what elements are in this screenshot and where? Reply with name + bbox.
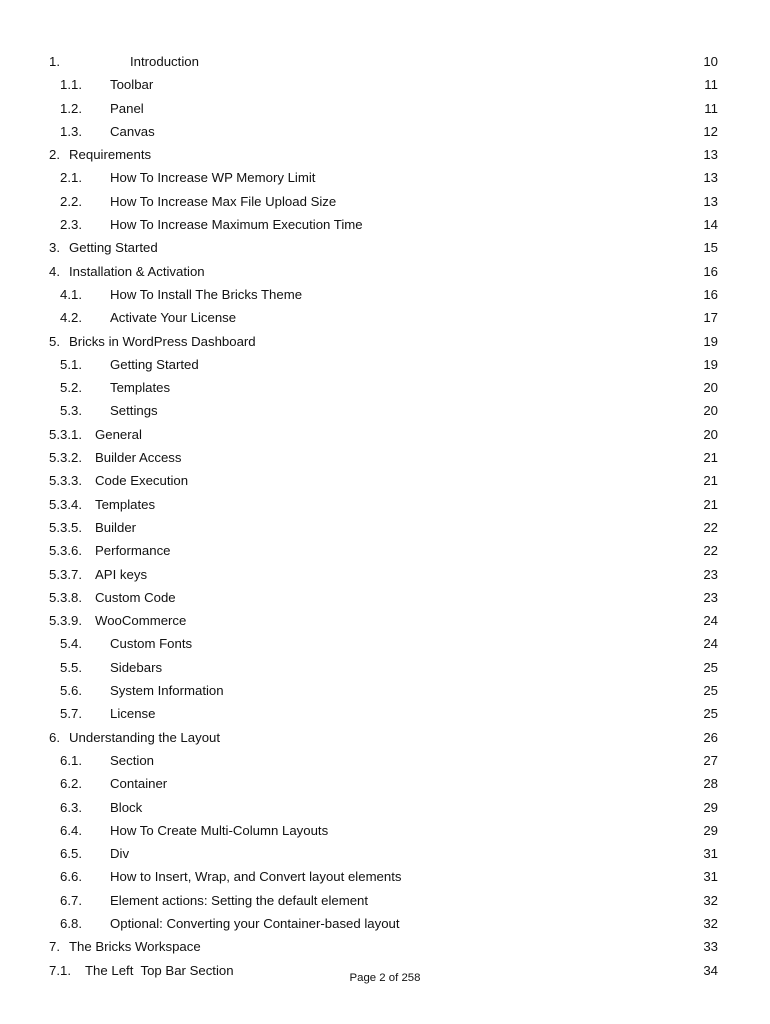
toc-entry-page-number: 14: [703, 217, 718, 233]
toc-entry-title: Section: [110, 752, 154, 768]
toc-entry-title: Block: [110, 799, 143, 815]
page-footer: Page 2 of 258: [349, 972, 421, 984]
toc-entry[interactable]: [49, 260, 718, 283]
toc-entry-title: Introduction: [130, 54, 199, 69]
toc-entry[interactable]: [49, 935, 718, 958]
toc-entry-number: 3.: [49, 240, 60, 256]
toc-entry-number: 4.1.: [60, 286, 82, 302]
toc-entry-number: 5.3.9.: [49, 613, 82, 629]
toc-entry-page-number: 21: [703, 473, 718, 489]
toc-entry[interactable]: [49, 213, 718, 236]
toc-entry[interactable]: [49, 679, 718, 702]
toc-entry-page-number: 31: [703, 869, 718, 885]
toc-entry-title: How To Increase Max File Upload Size: [110, 193, 337, 209]
toc-entry-number: 2.3.: [60, 217, 82, 233]
toc-entry-title: Getting Started: [69, 240, 158, 256]
toc-entry-number: 5.3.3.: [49, 473, 82, 489]
toc-entry-number: 1.: [49, 54, 60, 69]
toc-entry-page-number: 13: [703, 147, 718, 163]
toc-entry-page-number: 13: [703, 193, 718, 209]
toc-entry-page-number: 22: [703, 519, 718, 535]
toc-entry-number: 4.: [49, 263, 60, 279]
toc-entry-page-number: 25: [703, 706, 718, 722]
toc-entry-number: 5.3.4.: [49, 496, 82, 512]
toc-entry-title: The Left Top Bar Section: [85, 962, 234, 978]
toc-entry-number: 6.7.: [60, 892, 82, 908]
toc-entry-number: 6.: [49, 729, 60, 745]
toc-entry-title: Requirements: [69, 147, 152, 163]
toc-entry-title: Templates: [110, 380, 171, 396]
toc-entry-page-number: 20: [703, 403, 718, 419]
toc-entry-title: Custom Code: [95, 589, 176, 605]
toc-entry[interactable]: [49, 306, 718, 329]
toc-entry-title: The Bricks Workspace: [69, 939, 201, 955]
toc-entry[interactable]: [49, 842, 718, 865]
toc-entry-number: 6.5.: [60, 846, 82, 862]
toc-entry-title: How To Increase WP Memory Limit: [110, 170, 316, 186]
toc-entry-number: 1.2.: [60, 100, 82, 116]
toc-entry[interactable]: [49, 376, 718, 399]
toc-entry[interactable]: [49, 97, 718, 120]
toc-entry[interactable]: [49, 586, 718, 609]
toc-entry-title: License: [110, 706, 156, 722]
toc-entry-number: 6.6.: [60, 869, 82, 885]
toc-entry-page-number: 21: [703, 450, 718, 466]
toc-entry-title: Panel: [110, 100, 144, 116]
toc-entry-number: 6.2.: [60, 776, 82, 792]
toc-entry-title: Installation & Activation: [69, 263, 205, 279]
toc-entry-page-number: 15: [703, 240, 718, 256]
toc-entry[interactable]: [49, 609, 718, 632]
toc-entry[interactable]: [49, 399, 718, 422]
toc-entry-page-number: 29: [703, 799, 718, 815]
toc-entry-number: 7.1.: [49, 962, 71, 978]
toc-entry[interactable]: [49, 190, 718, 213]
toc-entry-number: 5.3.6.: [49, 543, 82, 559]
toc-entry-number: 2.2.: [60, 193, 82, 209]
toc-entry-number: 5.: [49, 333, 60, 349]
toc-entry-number: 5.3.7.: [49, 566, 82, 582]
toc-entry[interactable]: [49, 353, 718, 376]
toc-entry[interactable]: [49, 73, 718, 96]
toc-entry-number: 6.1.: [60, 752, 82, 768]
toc-entry-title: System Information: [110, 683, 224, 699]
toc-entry-title: Builder: [95, 519, 137, 535]
toc-entry-page-number: 33: [703, 939, 718, 955]
toc-entry-page-number: 32: [703, 892, 718, 908]
toc-entry-page-number: 34: [703, 962, 718, 978]
toc-entry-number: 5.5.: [60, 659, 82, 675]
toc-entry-page-number: 23: [703, 589, 718, 605]
toc-entry-title: API keys: [95, 566, 148, 582]
toc-entry-number: 2.1.: [60, 170, 82, 186]
toc-entry-page-number: 20: [703, 426, 718, 442]
toc-entry-number: 5.3.5.: [49, 519, 82, 535]
toc-entry-title: General: [95, 426, 142, 442]
toc-entry-title: How To Install The Bricks Theme: [110, 286, 303, 302]
toc-entry-page-number: 12: [703, 123, 718, 139]
toc-entry-page-number: 24: [703, 636, 718, 652]
toc-entry-page-number: 27: [703, 752, 718, 768]
toc-entry[interactable]: [49, 796, 718, 819]
toc-entry[interactable]: [49, 632, 718, 655]
toc-entry[interactable]: [49, 865, 718, 888]
toc-entry-number: 1.3.: [60, 123, 82, 139]
toc-entry-title: Optional: Converting your Container-based layout: [110, 915, 400, 931]
toc-entry-page-number: 20: [703, 380, 718, 396]
toc-entry-number: 5.3.2.: [49, 450, 82, 466]
toc-entry-title: Settings: [110, 403, 158, 419]
toc-entry[interactable]: [49, 889, 718, 912]
toc-entry-number: 5.1.: [60, 356, 82, 372]
toc-entry-number: 2.: [49, 147, 60, 163]
toc-entry[interactable]: [49, 772, 718, 795]
toc-entry-title: Div: [110, 846, 130, 862]
toc-entry-page-number: 22: [703, 543, 718, 559]
toc-entry[interactable]: [49, 330, 718, 353]
toc-entry[interactable]: [49, 423, 718, 446]
toc-entry-page-number: 17: [703, 310, 718, 326]
toc-entry-title: Getting Started: [110, 356, 199, 372]
toc-entry-number: 5.3.1.: [49, 426, 82, 442]
toc-entry-number: 5.4.: [60, 636, 82, 652]
toc-entry-page-number: 11: [704, 100, 718, 116]
toc-entry-page-number: 10: [703, 54, 718, 69]
toc-entry-title: Performance: [95, 543, 171, 559]
toc-entry-number: 6.4.: [60, 822, 82, 838]
toc-entry[interactable]: [49, 166, 718, 189]
toc-entry-number: 4.2.: [60, 310, 82, 326]
toc-entry-title: Container: [110, 776, 168, 792]
toc-entry[interactable]: [49, 563, 718, 586]
toc-entry-page-number: 26: [703, 729, 718, 745]
toc-entry-title: Sidebars: [110, 659, 163, 675]
toc-entry[interactable]: [49, 656, 718, 679]
toc-entry-title: How To Increase Maximum Execution Time: [110, 217, 363, 233]
toc-entry-page-number: 13: [703, 170, 718, 186]
toc-entry[interactable]: [49, 469, 718, 492]
toc-entry[interactable]: [49, 516, 718, 539]
toc-entry-page-number: 29: [703, 822, 718, 838]
toc-entry-page-number: 16: [703, 286, 718, 302]
toc-entry[interactable]: [49, 819, 718, 842]
toc-entry-page-number: 32: [703, 915, 718, 931]
toc-entry-title: Bricks in WordPress Dashboard: [69, 333, 256, 349]
toc-entry-title: Toolbar: [110, 77, 154, 93]
table-of-contents: [49, 50, 718, 982]
toc-entry-number: 1.1.: [60, 77, 82, 93]
toc-entry-number: 5.2.: [60, 380, 82, 396]
toc-entry-page-number: 25: [703, 683, 718, 699]
toc-entry-number: 5.3.8.: [49, 589, 82, 605]
toc-entry-number: 5.6.: [60, 683, 82, 699]
toc-entry[interactable]: [49, 539, 718, 562]
toc-entry[interactable]: [49, 236, 718, 259]
toc-entry-page-number: 28: [703, 776, 718, 792]
toc-entry-number: 6.3.: [60, 799, 82, 815]
toc-entry-title: How To Create Multi-Column Layouts: [110, 822, 329, 838]
toc-entry[interactable]: [49, 702, 718, 725]
toc-entry-title: Activate Your License: [110, 310, 237, 326]
toc-entry-page-number: 24: [703, 613, 718, 629]
toc-entry-number: 6.8.: [60, 915, 82, 931]
toc-entry[interactable]: [49, 493, 718, 516]
toc-entry-title: WooCommerce: [95, 613, 187, 629]
toc-entry-page-number: 11: [704, 77, 718, 93]
toc-entry[interactable]: [49, 50, 718, 73]
toc-entry-title: How to Insert, Wrap, and Convert layout elements: [110, 869, 402, 885]
toc-entry-page-number: 19: [703, 356, 718, 372]
toc-entry-title: Builder Access: [95, 450, 182, 466]
toc-entry-page-number: 16: [703, 263, 718, 279]
toc-entry-title: Element actions: Setting the default element: [110, 892, 369, 908]
toc-entry[interactable]: [49, 446, 718, 469]
toc-entry-title: Templates: [95, 496, 156, 512]
toc-entry[interactable]: [49, 143, 718, 166]
toc-entry[interactable]: [49, 283, 718, 306]
toc-entry-page-number: 21: [703, 496, 718, 512]
toc-entry[interactable]: [49, 912, 718, 935]
toc-entry-page-number: 23: [703, 566, 718, 582]
toc-entry-page-number: 31: [703, 846, 718, 862]
toc-entry-title: Custom Fonts: [110, 636, 193, 652]
toc-entry-number: 5.7.: [60, 706, 82, 722]
toc-entry-title: Canvas: [110, 123, 155, 139]
toc-entry-title: Understanding the Layout: [69, 729, 221, 745]
toc-entry-page-number: 19: [703, 333, 718, 349]
toc-entry[interactable]: [49, 726, 718, 749]
toc-entry-number: 5.3.: [60, 403, 82, 419]
toc-entry-title: Code Execution: [95, 473, 189, 489]
toc-entry[interactable]: [49, 749, 718, 772]
toc-entry-number: 7.: [49, 939, 60, 955]
toc-entry[interactable]: [49, 120, 718, 143]
toc-entry-page-number: 25: [703, 659, 718, 675]
